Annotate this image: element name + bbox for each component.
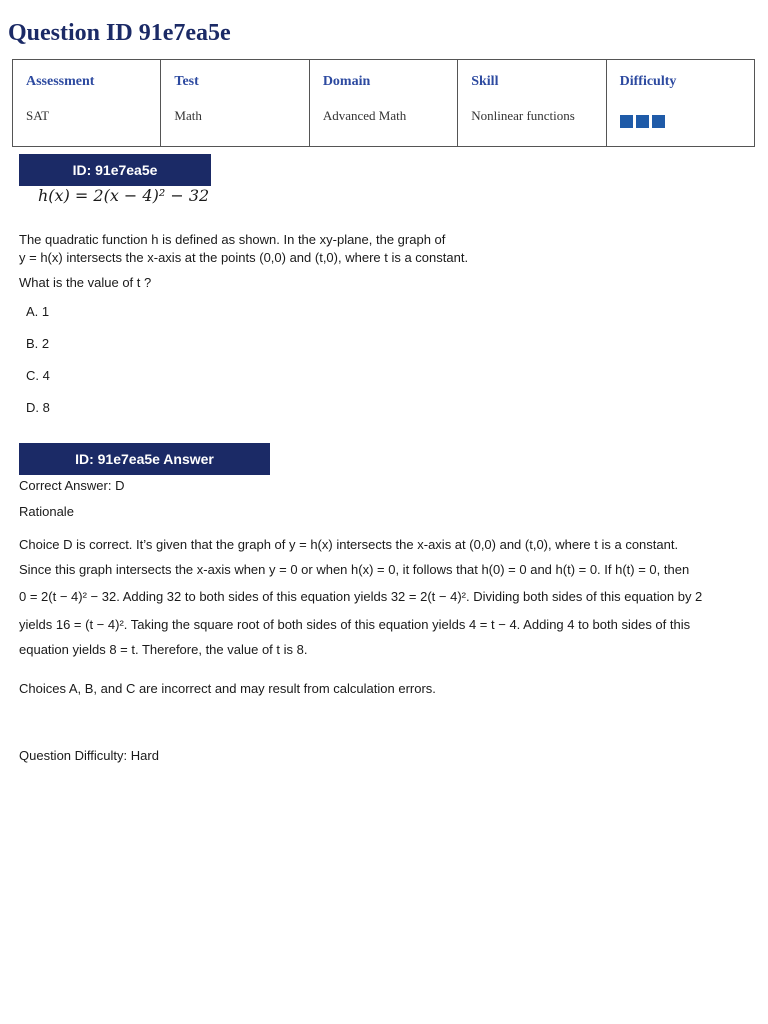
- incorrect-choices-note: Choices A, B, and C are incorrect and may result from calculation errors.: [19, 681, 436, 696]
- difficulty-indicator: [620, 115, 742, 128]
- rationale-label: Rationale: [19, 504, 74, 519]
- skill-header: Skill: [471, 74, 499, 89]
- difficulty-bar-1: [620, 115, 633, 128]
- skill-cell: [458, 60, 606, 146]
- page-title: Question ID 91e7ea5e: [8, 20, 231, 46]
- rationale-line-3: 0 = 2(t − 4)² − 32. Adding 32 to both sides of this equation yields 32 = 2(t − 4)². Dividing both sides of this equation by 2: [19, 589, 703, 604]
- difficulty-header: Difficulty: [619, 74, 677, 89]
- rationale-line-1: Choice D is correct. It’s given that the graph of y = h(x) intersects the x-axis at (0,0) and (t,0), where t is a constant.: [19, 537, 679, 552]
- assessment-cell: [13, 60, 161, 146]
- question-stem-line-1: The quadratic function h is defined as shown. In the xy-plane, the graph of: [19, 232, 446, 247]
- question-stem-line-2: y = h(x) intersects the x-axis at the points (0,0) and (t,0), where t is a constant.: [19, 250, 469, 265]
- assessment-header: Assessment: [26, 74, 95, 89]
- rationale-line-5: equation yields 8 = t. Therefore, the value of t is 8.: [19, 642, 308, 657]
- domain-cell: [310, 60, 458, 146]
- test-value: Math: [174, 108, 202, 123]
- question-prompt: What is the value of t ?: [19, 275, 152, 290]
- choice-c: C. 4: [26, 368, 50, 383]
- rationale-line-4: yields 16 = (t − 4)². Taking the square root of both sides of this equation yields 4 = t − 4. Adding 4 to both sides of this: [19, 617, 691, 632]
- difficulty-bar-2: [636, 115, 649, 128]
- domain-value: Advanced Math: [322, 108, 407, 123]
- test-header: Test: [174, 74, 199, 89]
- skill-value: Nonlinear functions: [471, 108, 575, 123]
- test-cell: [161, 60, 309, 146]
- difficulty-cell: [607, 60, 754, 146]
- function-equation: [38, 186, 209, 206]
- function-equation-text: h(x) = 2(x − 4)² − 32: [38, 186, 210, 205]
- answer-id-banner: ID: 91e7ea5e Answer: [19, 443, 270, 475]
- question-difficulty: Question Difficulty: Hard: [19, 748, 159, 763]
- choice-b: B. 2: [26, 336, 50, 351]
- question-id-banner: ID: 91e7ea5e: [19, 154, 211, 186]
- question-metadata-table: [12, 59, 755, 147]
- rationale-line-2: Since this graph intersects the x-axis when y = 0 or when h(x) = 0, it follows that h(0) = 0 and h(t) = 0. If h(t) = 0, then: [19, 562, 690, 577]
- difficulty-bar-3: [652, 115, 665, 128]
- choice-d: D. 8: [26, 400, 50, 415]
- domain-header: Domain: [322, 74, 371, 89]
- correct-answer: Correct Answer: D: [19, 478, 125, 493]
- assessment-value: SAT: [26, 108, 50, 123]
- choice-a: A. 1: [26, 304, 50, 319]
